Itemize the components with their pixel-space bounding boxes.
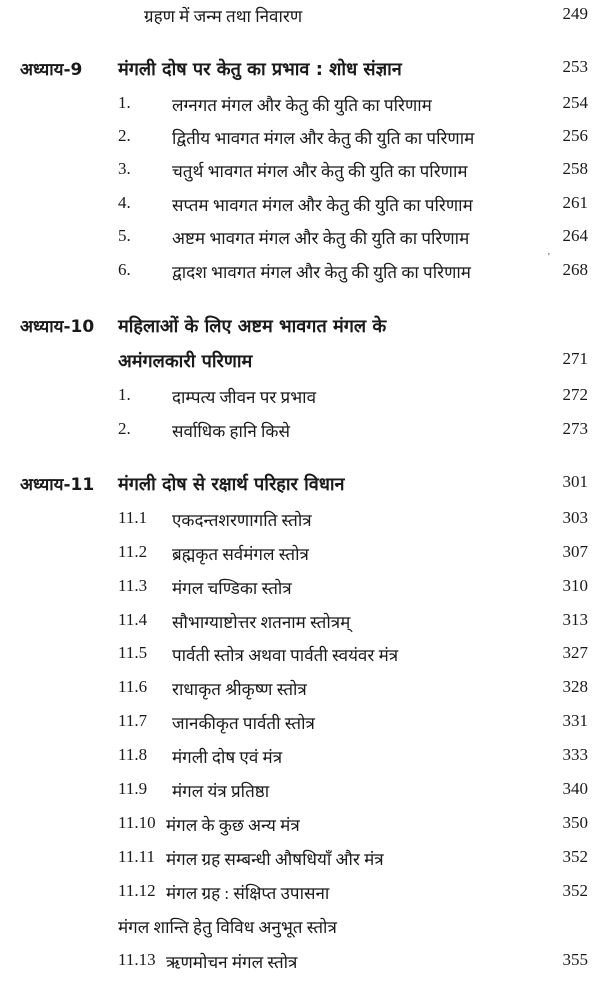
page-number: 272 — [562, 385, 588, 404]
entry-number: 2. — [118, 419, 131, 438]
page-number: 307 — [562, 542, 588, 561]
entry-title: सौभाग्याष्टोत्तर शतनाम स्तोत्रम् — [172, 613, 351, 632]
entry-number: 11.12 — [118, 881, 156, 900]
entry-number: 5. — [118, 226, 131, 245]
page-number: 273 — [562, 419, 588, 438]
toc-entry — [0, 881, 600, 911]
toc-entry — [0, 711, 600, 741]
entry-title: मंगल यंत्र प्रतिष्ठा — [172, 782, 270, 801]
chapter-label: अध्याय-9 — [20, 60, 83, 80]
entry-title: मंगली दोष पर केतु का प्रभाव : शोध संज्ञान — [118, 59, 402, 80]
toc-entry — [0, 576, 600, 606]
page-number: 352 — [562, 881, 588, 900]
entry-title: सर्वाधिक हानि किसे — [172, 422, 290, 441]
entry-title: महिलाओं के लिए अष्टम भावगत मंगल के — [118, 316, 387, 337]
toc-entry — [0, 193, 600, 223]
entry-title: मंगल ग्रह : संक्षिप्त उपासना — [166, 884, 330, 903]
page-number: 328 — [562, 677, 588, 696]
entry-title: मंगली दोष एवं मंत्र — [172, 748, 283, 767]
entry-number: 11.7 — [118, 711, 148, 730]
entry-number: 1. — [118, 385, 131, 404]
entry-number: 11.10 — [118, 813, 156, 832]
page-number: 301 — [562, 472, 588, 491]
toc-entry — [0, 260, 600, 290]
entry-title: ऋणमोचन मंगल स्तोत्र — [166, 953, 298, 972]
entry-title: पार्वती स्तोत्र अथवा पार्वती स्वयंवर मंत्र — [172, 646, 399, 665]
toc-entry — [0, 677, 600, 707]
entry-title: द्वादश भावगत मंगल और केतु की युति का परिणाम — [172, 263, 471, 282]
toc-entry — [0, 950, 600, 980]
entry-title: राधाकृत श्रीकृष्ण स्तोत्र — [172, 680, 307, 699]
entry-title: ग्रहण में जन्म तथा निवारण — [144, 7, 303, 26]
page-number: 303 — [562, 508, 588, 527]
toc-entry — [0, 915, 600, 945]
entry-number: 11.5 — [118, 643, 148, 662]
entry-number: 11.4 — [118, 610, 148, 629]
page-number: 313 — [562, 610, 588, 629]
entry-title: दाम्पत्य जीवन पर प्रभाव — [172, 388, 317, 407]
entry-number: 2. — [118, 126, 131, 145]
toc-entry — [0, 542, 600, 572]
toc-entry — [0, 610, 600, 640]
entry-title: जानकीकृत पार्वती स्तोत्र — [172, 714, 315, 733]
entry-number: 11.2 — [118, 542, 148, 561]
page-number: 258 — [562, 159, 588, 178]
entry-title: मंगल ग्रह सम्बन्धी औषधियाँ और मंत्र — [166, 850, 384, 869]
entry-title: मंगल के कुछ अन्य मंत्र — [166, 816, 300, 835]
toc-entry — [0, 385, 600, 415]
toc-entry — [0, 779, 600, 809]
page-number: 271 — [562, 349, 588, 368]
page-number: 331 — [562, 711, 588, 730]
toc-chapter — [0, 314, 600, 344]
entry-title: अष्टम भावगत मंगल और केतु की युति का परिणाम — [172, 229, 470, 248]
entry-number: 11.3 — [118, 576, 148, 595]
page-number: 355 — [562, 950, 588, 969]
entry-title: एकदन्तशरणागति स्तोत्र — [172, 511, 312, 530]
toc-entry — [0, 226, 600, 256]
page-number: 310 — [562, 576, 588, 595]
entry-title: लग्नगत मंगल और केतु की युति का परिणाम — [172, 96, 432, 115]
toc-entry — [0, 419, 600, 449]
page-number: 264 — [562, 226, 588, 245]
page-number: 268 — [562, 260, 588, 279]
toc-entry — [0, 508, 600, 538]
page-number: 333 — [562, 745, 588, 764]
toc-entry — [0, 847, 600, 877]
chapter-label: अध्याय-10 — [20, 317, 95, 337]
toc-chapter — [0, 57, 600, 87]
entry-number: 11.6 — [118, 677, 148, 696]
entry-title: ब्रह्मकृत सर्वमंगल स्तोत्र — [172, 545, 309, 564]
page-number: 254 — [562, 93, 588, 112]
entry-title: सप्तम भावगत मंगल और केतु की युति का परिणाम — [172, 196, 473, 215]
entry-number: 11.1 — [118, 508, 148, 527]
entry-number: 11.9 — [118, 779, 148, 798]
page-number: 352 — [562, 847, 588, 866]
entry-title: मंगल शान्ति हेतु विविध अनुभूत स्तोत्र — [118, 918, 337, 937]
toc-entry — [0, 643, 600, 673]
page-number: 350 — [562, 813, 588, 832]
toc-chapter — [0, 472, 600, 502]
page-number: 249 — [562, 4, 588, 23]
entry-title: मंगल चण्डिका स्तोत्र — [172, 579, 292, 598]
entry-number: 11.8 — [118, 745, 148, 764]
entry-title: चतुर्थ भावगत मंगल और केतु की युति का परिणाम — [172, 162, 468, 181]
page-number: 261 — [562, 193, 588, 212]
entry-number: 11.11 — [118, 847, 155, 866]
entry-title: द्वितीय भावगत मंगल और केतु की युति का परिणाम — [172, 129, 475, 148]
page-number: 340 — [562, 779, 588, 798]
page-number: 256 — [562, 126, 588, 145]
toc-entry — [0, 126, 600, 156]
toc-chapter — [0, 349, 600, 379]
entry-number: 3. — [118, 159, 131, 178]
page-number: 253 — [562, 57, 588, 76]
entry-number: 1. — [118, 93, 131, 112]
page-number: 327 — [562, 643, 588, 662]
entry-title: मंगली दोष से रक्षार्थ परिहार विधान — [118, 474, 345, 495]
entry-title: अमंगलकारी परिणाम — [118, 351, 253, 372]
toc-entry — [0, 93, 600, 123]
toc-entry — [0, 159, 600, 189]
entry-number: 6. — [118, 260, 131, 279]
entry-number: 4. — [118, 193, 131, 212]
chapter-label: अध्याय-11 — [20, 475, 95, 495]
toc-entry — [0, 745, 600, 775]
entry-number: 11.13 — [118, 950, 156, 969]
toc-entry — [0, 4, 600, 34]
toc-entry — [0, 813, 600, 843]
print-mark: ' — [548, 252, 550, 263]
